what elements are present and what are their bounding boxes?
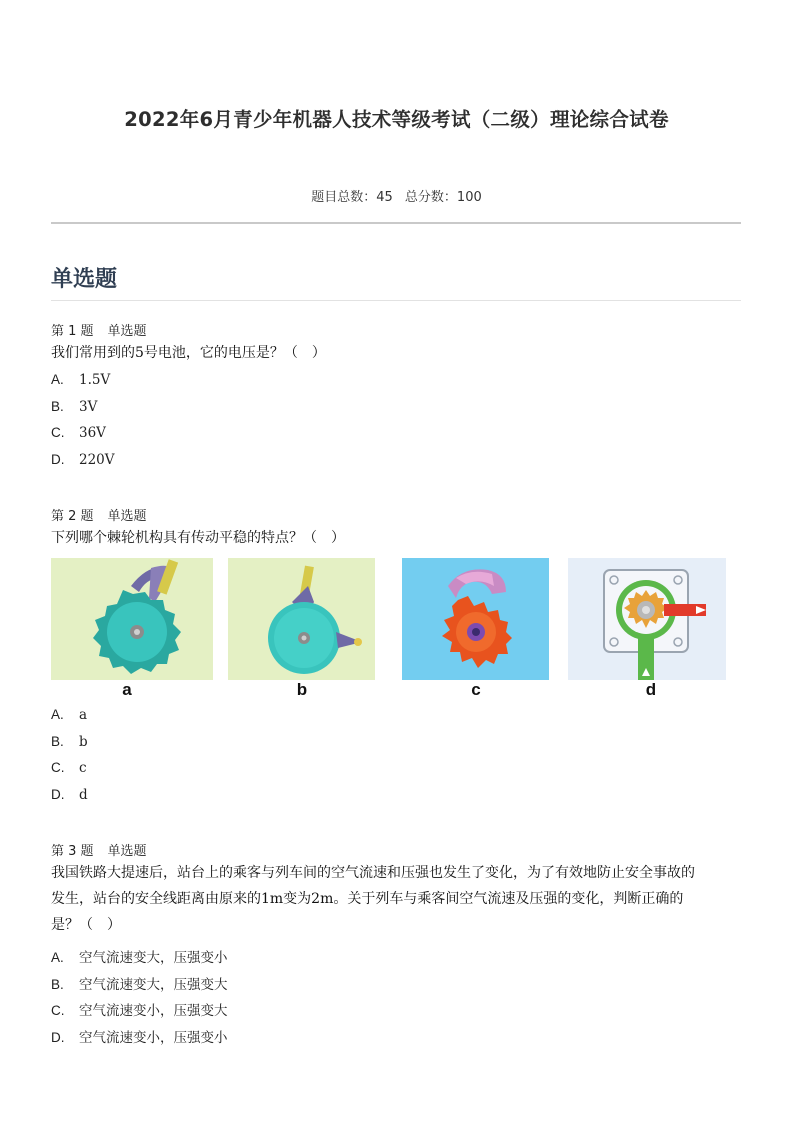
question-3-header: [51, 840, 147, 859]
question-number: 第 1 题: [51, 324, 94, 339]
question-3-option-b[interactable]: [51, 973, 228, 993]
ratchet-figure-a: [51, 558, 213, 680]
total-questions: 题目总数：45: [311, 190, 393, 205]
question-1-option-d[interactable]: [51, 452, 115, 468]
figure-label-b: b: [296, 680, 308, 699]
question-number: 第 3 题: [51, 844, 94, 859]
option-letter: B.: [51, 399, 64, 414]
option-letter: A.: [51, 707, 64, 722]
figure-label-d: d: [645, 680, 657, 699]
option-value: 空气流速变小，压强变小: [79, 1030, 228, 1046]
option-letter: D.: [51, 1030, 65, 1045]
option-letter: C.: [51, 1003, 65, 1018]
figure-label-a: a: [122, 680, 132, 699]
option-value: 空气流速变大，压强变大: [79, 977, 228, 993]
question-type: 单选题: [107, 844, 147, 859]
option-value: a: [79, 707, 88, 723]
exam-title: 2022年6月青少年机器人技术等级考试（二级）理论综合试卷: [124, 108, 669, 131]
question-1-text: 我们常用到的5号电池，它的电压是？（ ）: [51, 345, 326, 361]
question-3-text-line: 发生，站台的安全线距离由原来的1m变为2m。关于列车与乘客间空气流速及压强的变化，判断正确的: [51, 891, 684, 907]
question-1-header: [51, 320, 147, 339]
question-2-option-a[interactable]: [51, 707, 87, 723]
ratchet-figure-d: [568, 558, 726, 680]
question-number: 第 2 题: [51, 509, 94, 524]
option-value: c: [79, 760, 87, 776]
ratchet-figure-b: [228, 558, 375, 680]
option-value: 36V: [79, 425, 106, 441]
option-value: 1.5V: [79, 372, 111, 388]
option-value: 空气流速变小，压强变大: [79, 1003, 228, 1019]
question-3-option-d[interactable]: [51, 1026, 228, 1046]
exam-meta: [0, 186, 793, 205]
option-letter: D.: [51, 787, 65, 802]
option-letter: A.: [51, 950, 64, 965]
option-letter: A.: [51, 372, 64, 387]
option-letter: B.: [51, 977, 64, 992]
question-1-option-b[interactable]: [51, 399, 97, 415]
question-3-text-line: 我国铁路大提速后，站台上的乘客与列车间的空气流速和压强也发生了变化，为了有效地防止安全事故的: [51, 865, 695, 881]
question-type: 单选题: [107, 324, 147, 339]
section-divider: [51, 300, 741, 301]
option-letter: B.: [51, 734, 64, 749]
question-type: 单选题: [107, 509, 147, 524]
question-3-text: [51, 860, 743, 938]
question-2-header: [51, 505, 147, 524]
section-title: 单选题: [51, 267, 118, 292]
question-2-option-c[interactable]: [51, 760, 87, 776]
total-score: 总分数：100: [404, 190, 482, 205]
option-value: 220V: [79, 452, 115, 468]
question-1-option-a[interactable]: [51, 372, 110, 388]
question-1-option-c[interactable]: [51, 425, 106, 441]
option-value: 空气流速变大，压强变小: [79, 950, 228, 966]
option-letter: C.: [51, 425, 65, 440]
question-3-option-c[interactable]: [51, 999, 228, 1019]
figure-label-c: c: [471, 680, 481, 699]
option-value: b: [79, 734, 88, 750]
option-letter: D.: [51, 452, 65, 467]
option-value: d: [79, 787, 88, 803]
option-letter: C.: [51, 760, 65, 775]
question-3-option-a[interactable]: [51, 946, 228, 966]
question-2-option-d[interactable]: [51, 787, 88, 803]
ratchet-figure-c: [402, 558, 549, 680]
header-divider: [51, 222, 741, 224]
question-2-text: 下列哪个棘轮机构具有传动平稳的特点？（ ）: [51, 530, 345, 546]
option-value: 3V: [79, 399, 98, 415]
question-2-option-b[interactable]: [51, 734, 88, 750]
question-3-text-line: 是？（ ）: [51, 917, 121, 933]
